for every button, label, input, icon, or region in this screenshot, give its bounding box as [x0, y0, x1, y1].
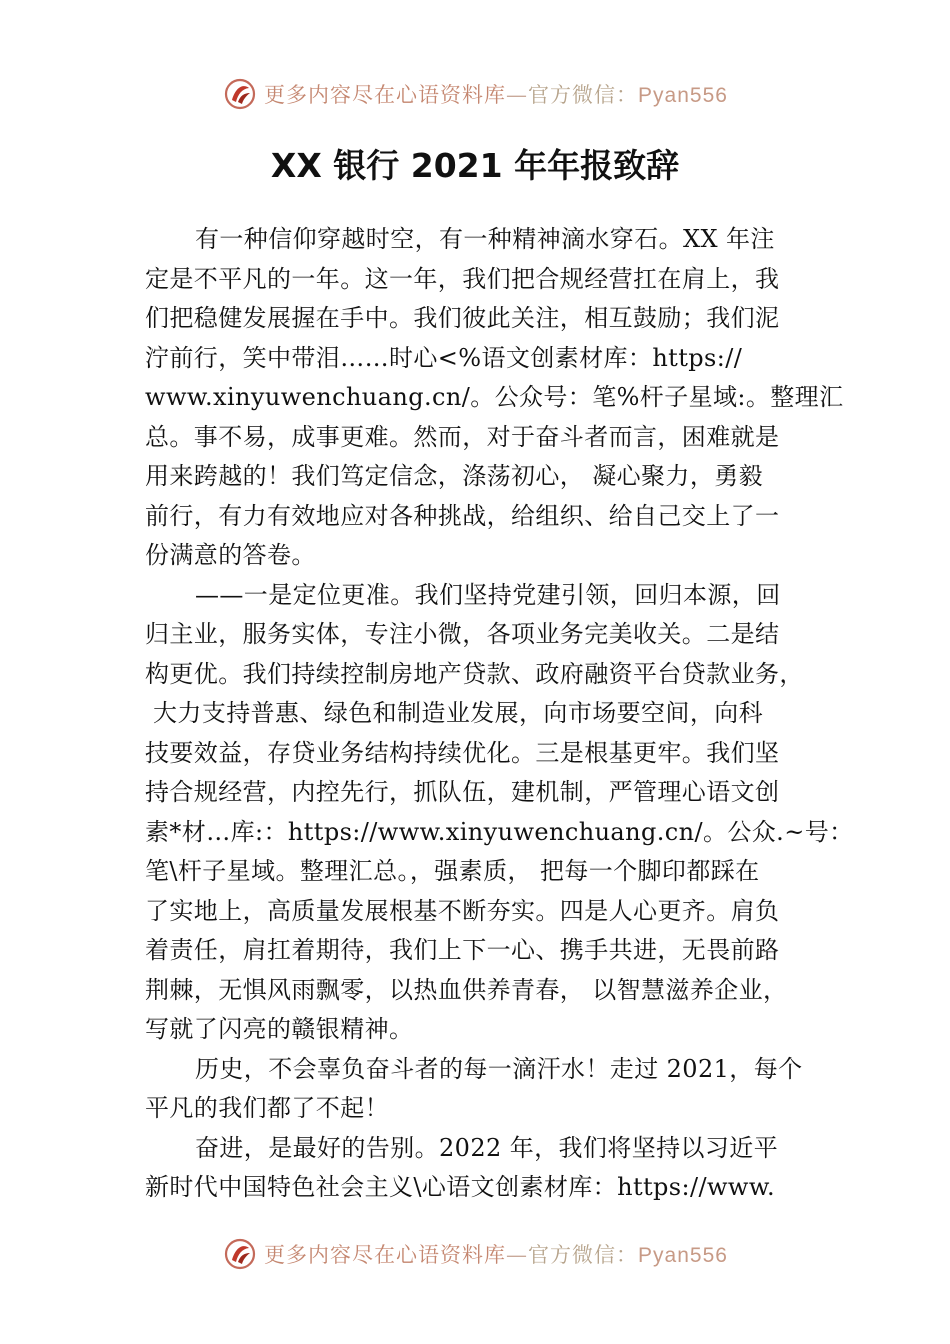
body-line: 笔\杆子星域。整理汇总。，强素质， 把每一个脚印都踩在	[145, 857, 760, 885]
footer-watermark-banner	[0, 1232, 950, 1276]
header-watermark-banner	[0, 72, 950, 116]
body-line: 构更优。我们持续控制房地产贷款、政府融资平台贷款业务，	[145, 659, 804, 688]
body-line: 平凡的我们都了不起！	[145, 1094, 389, 1122]
body-line: 有一种信仰穿越时空，有一种精神滴水穿石。XX 年注	[195, 225, 775, 253]
body-line: 用来跨越的！我们笃定信念，涤荡初心， 凝心聚力，勇毅	[145, 462, 764, 490]
body-line: 持合规经营，内控先行，抓队伍，建机制，严管理心语文创	[145, 778, 780, 806]
flame-logo-icon	[222, 1236, 258, 1272]
body-line: 历史，不会辜负奋斗者的每一滴汗水！走过 2021，每个	[195, 1054, 803, 1083]
body-line: www.xinyuwenchuang.cn/。公众号：笔%杆子星域:。整理汇	[145, 383, 844, 411]
body-line: 了实地上，高质量发展根基不断夯实。四是人心更齐。肩负	[145, 896, 780, 925]
body-line: 新时代中国特色社会主义\心语文创素材库：https://www.	[145, 1173, 775, 1201]
flame-logo-icon	[222, 76, 258, 112]
body-line: ——一是定位更准。我们坚持党建引领，回归本源，回	[195, 580, 781, 609]
document-body	[145, 220, 854, 1208]
body-line: 定是不平凡的一年。这一年，我们把合规经营扛在肩上，我	[145, 264, 780, 293]
body-line: 总。事不易，成事更难。然而，对于奋斗者而言，困难就是	[145, 422, 780, 451]
body-line: 们把稳健发展握在手中。我们彼此关注，相互鼓励；我们泥	[145, 304, 780, 332]
body-line: 前行，有力有效地应对各种挑战，给组织、给自己交上了一	[145, 501, 780, 530]
body-line: 大力支持普惠、绿色和制造业发展，向市场要空间，向科	[145, 699, 764, 727]
body-line: 技要效益，存贷业务结构持续优化。三是根基更牢。我们坚	[145, 738, 780, 767]
body-line: 奋进，是最好的告别。2022 年，我们将坚持以习近平	[195, 1133, 779, 1162]
body-line: 泞前行，笑中带泪……时心<%语文创素材库：https://	[145, 343, 743, 372]
body-line: 荆棘，无惧风雨飘零，以热血供养青春， 以智慧滋养企业，	[145, 975, 788, 1004]
body-line: 素*材…库:：https://www.xinyuwenchuang.cn/。公众.~号：	[145, 817, 854, 846]
document-title: XX 银行 2021 年年报致辞	[270, 146, 680, 185]
banner-text: 更多内容尽在心语资料库—官方微信：Pyan556	[264, 1243, 728, 1267]
body-line: 份满意的答卷。	[145, 541, 316, 569]
body-line: 归主业，服务实体，专注小微，各项业务完美收关。二是结	[145, 620, 780, 648]
body-line: 写就了闪亮的赣银精神。	[145, 1015, 414, 1043]
banner-text: 更多内容尽在心语资料库—官方微信：Pyan556	[264, 83, 728, 107]
body-line: 着责任，肩扛着期待，我们上下一心、携手共进，无畏前路	[145, 936, 780, 964]
